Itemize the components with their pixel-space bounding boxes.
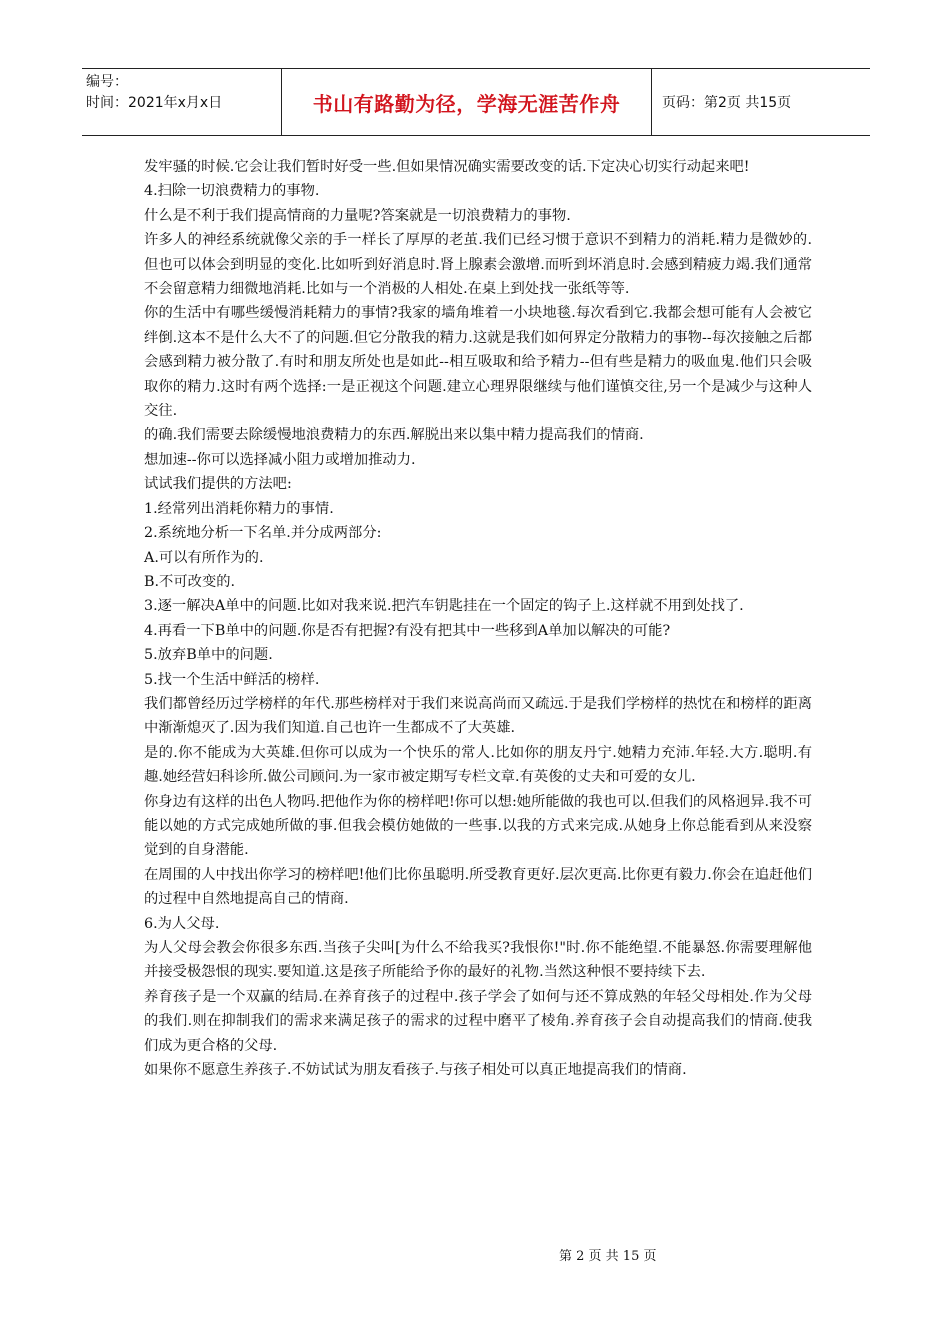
paragraph: 什么是不利于我们提高情商的力量呢?答案就是一切浪费精力的事物. — [144, 207, 571, 224]
paragraph: 为人父母会教会你很多东西.当孩子尖叫[为什么不给我买?我恨你!"时.你不能绝望.不能暴怒.你需要理解他并接受极怨恨的现实.要知道.这是孩子所能给予你的最好的礼物.当然这种恨不要持续下去. — [144, 940, 812, 981]
paragraph: 你的生活中有哪些缓慢消耗精力的事情?我家的墙角堆着一小块地毯.每次看到它.我都会想可能有人会被它绊倒.这本不是什么大不了的问题.但它分散我的精力.这就是我们如何界定分散精力的事物--每次接触之后都会感到精力被分散了.有时和朋友所处也是如此--相互吸取和给予精力--但有些是精力的吸血鬼.他们只会吸取你的精力.这时有两个选择:一是正视这个问题.建立心理界限继续与他们谨慎交往,另一个是减少与这种人交往. — [144, 305, 812, 420]
paragraph: 的确.我们需要去除缓慢地浪费精力的东西.解脱出来以集中精力提高我们的情商. — [144, 427, 644, 444]
paragraph: 2.系统地分析一下名单.并分成两部分: — [144, 525, 382, 542]
paragraph: 发牢骚的时候.它会让我们暂时好受一些.但如果情况确实需要改变的话.下定决心切实行动起来吧! — [144, 159, 750, 175]
paragraph: 试试我们提供的方法吧: — [144, 476, 292, 493]
paragraph: 想加速--你可以选择减小阻力或增加推动力. — [144, 451, 416, 468]
paragraph: 你身边有这样的出色人物吗.把他作为你的榜样吧!你可以想:她所能做的我也可以.但我们的风格迥异.我不可能以她的方式完成她所做的事.但我会模仿她做的一些事.以我的方式来完成.从她身上你总能看到从来没察觉到的自身潜能. — [144, 793, 812, 859]
paragraph: 如果你不愿意生养孩子.不妨试试为朋友看孩子.与孩子相处可以真正地提高我们的情商. — [144, 1062, 687, 1079]
paragraph: A.可以有所作为的. — [144, 549, 264, 566]
paragraph: B.不可改变的. — [144, 573, 236, 590]
paragraph: 许多人的神经系统就像父亲的手一样长了厚厚的老茧.我们已经习惯于意识不到精力的消耗.精力是微妙的.但也可以体会到明显的变化.比如听到好消息时.肾上腺素会激增.而听到坏消息时.会感到精疲力竭.我们通常不会留意精力细微地消耗.比如与一个消极的人相处.在桌上到处找一张纸等等. — [144, 232, 812, 298]
paragraph: 在周围的人中找出你学习的榜样吧!他们比你虽聪明.所受教育更好.层次更高.比你更有毅力.你会在追赶他们的过程中自然地提高自己的情商. — [144, 866, 812, 908]
header-motto: 书山有路勤为径，学海无涯苦作舟 — [282, 69, 652, 135]
paragraph: 养育孩子是一个双赢的结局.在养育孩子的过程中.孩子学会了如何与还不算成熟的年轻父母相处.作为父母的我们.则在抑制我们的需求来满足孩子的需求的过程中磨平了棱角.养育孩子会自动提高我们的情商.使我们成为更合格的父母. — [144, 988, 812, 1054]
document-body — [144, 155, 812, 1082]
footer-page-number: 第 2 页 共 15 页 — [559, 1249, 657, 1264]
date-label: 时间：2021年x月x日 — [86, 95, 223, 111]
header-meta — [82, 69, 282, 135]
document-header — [82, 68, 870, 136]
paragraph: 4.扫除一切浪费精力的事物. — [144, 183, 320, 200]
paragraph: 1.经常列出消耗你精力的事情. — [144, 500, 334, 517]
paragraph: 5.找一个生活中鲜活的榜样. — [144, 671, 320, 688]
paragraph: 5.放弃B单中的问题. — [144, 647, 273, 664]
paragraph: 我们都曾经历过学榜样的年代.那些榜样对于我们来说高尚而又疏远.于是我们学榜样的热忱在和榜样的距离中渐渐熄灭了.因为我们知道.自己也许一生都成不了大英雄. — [144, 695, 812, 737]
paragraph: 4.再看一下B单中的问题.你是否有把握?有没有把其中一些移到A单加以解决的可能? — [144, 622, 671, 639]
header-page-info: 页码：第2页 共15页 — [662, 95, 792, 111]
number-label: 编号： — [86, 74, 128, 90]
paragraph: 6.为人父母. — [144, 915, 220, 932]
paragraph: 3.逐一解决A单中的问题.比如对我来说.把汽车钥匙挂在一个固定的钩子上.这样就不用到处找了. — [144, 598, 744, 615]
paragraph: 是的.你不能成为大英雄.但你可以成为一个快乐的常人.比如你的朋友丹宁.她精力充沛.年轻.大方.聪明.有趣.她经营妇科诊所.做公司顾问.为一家市被定期写专栏文章.有英俊的丈夫和可爱的女儿. — [144, 744, 812, 786]
